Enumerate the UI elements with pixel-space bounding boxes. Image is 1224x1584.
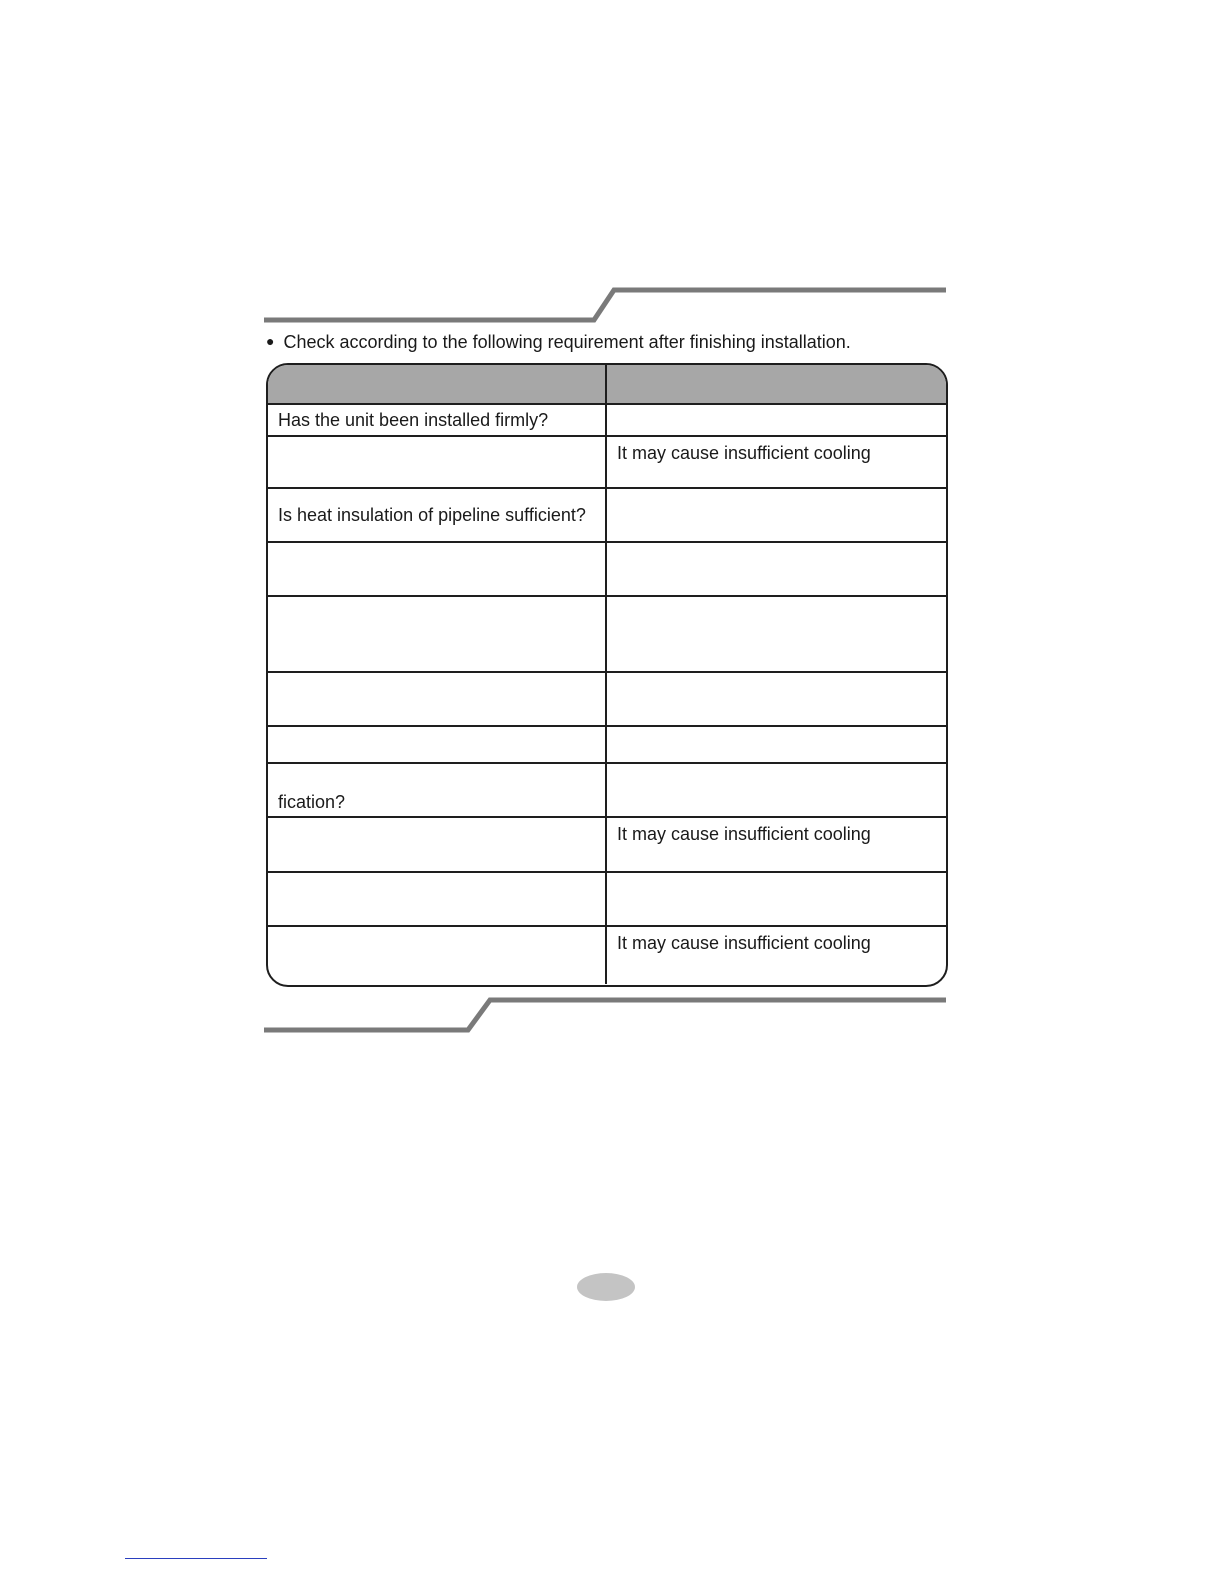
intro-text: Check according to the following requirement after finishing installation. [283, 332, 851, 352]
malfunction-cell [606, 763, 946, 817]
check-item-cell [268, 817, 606, 872]
check-item-cell [268, 542, 606, 596]
header-check-item [268, 365, 606, 404]
table-row [268, 596, 946, 672]
table-row [268, 872, 946, 926]
check-item-cell: Is heat insulation of pipeline sufficient? [268, 488, 606, 542]
check-item-cell: Has the unit been installed firmly? [268, 404, 606, 436]
malfunction-cell [606, 596, 946, 672]
table-row [268, 926, 946, 984]
table-row [268, 436, 946, 488]
footnote-link-line [125, 1558, 267, 1559]
table-row [268, 817, 946, 872]
check-item-cell: fication? [268, 763, 606, 817]
check-item-cell [268, 672, 606, 726]
table-header-row [268, 365, 946, 404]
checklist-table [268, 365, 946, 984]
check-item-cell [268, 872, 606, 926]
table-row [268, 488, 946, 542]
check-item-cell [268, 596, 606, 672]
table-row [268, 542, 946, 596]
top-accent-bar [264, 290, 946, 320]
check-item-cell [268, 436, 606, 488]
malfunction-cell [606, 872, 946, 926]
check-item-cell [268, 926, 606, 984]
malfunction-cell: It may cause insufficient cooling [606, 817, 946, 872]
table-row [268, 404, 946, 436]
malfunction-cell: It may cause insufficient cooling [617, 933, 871, 953]
checklist-table-frame [266, 363, 948, 987]
malfunction-cell [606, 404, 946, 436]
malfunction-cell [606, 726, 946, 763]
intro-line [266, 330, 851, 353]
bottom-accent-bar [264, 1000, 946, 1030]
table-row [268, 763, 946, 817]
malfunction-cell: It may cause insufficient cooling [606, 436, 946, 488]
header-possible-malfunction [606, 365, 946, 404]
check-item-cell [268, 726, 606, 763]
malfunction-cell [606, 672, 946, 726]
table-row [268, 726, 946, 763]
malfunction-cell [606, 488, 946, 542]
bullet-icon: ● [266, 333, 275, 349]
page-number-badge [577, 1273, 635, 1301]
table-row [268, 672, 946, 726]
malfunction-cell [606, 542, 946, 596]
